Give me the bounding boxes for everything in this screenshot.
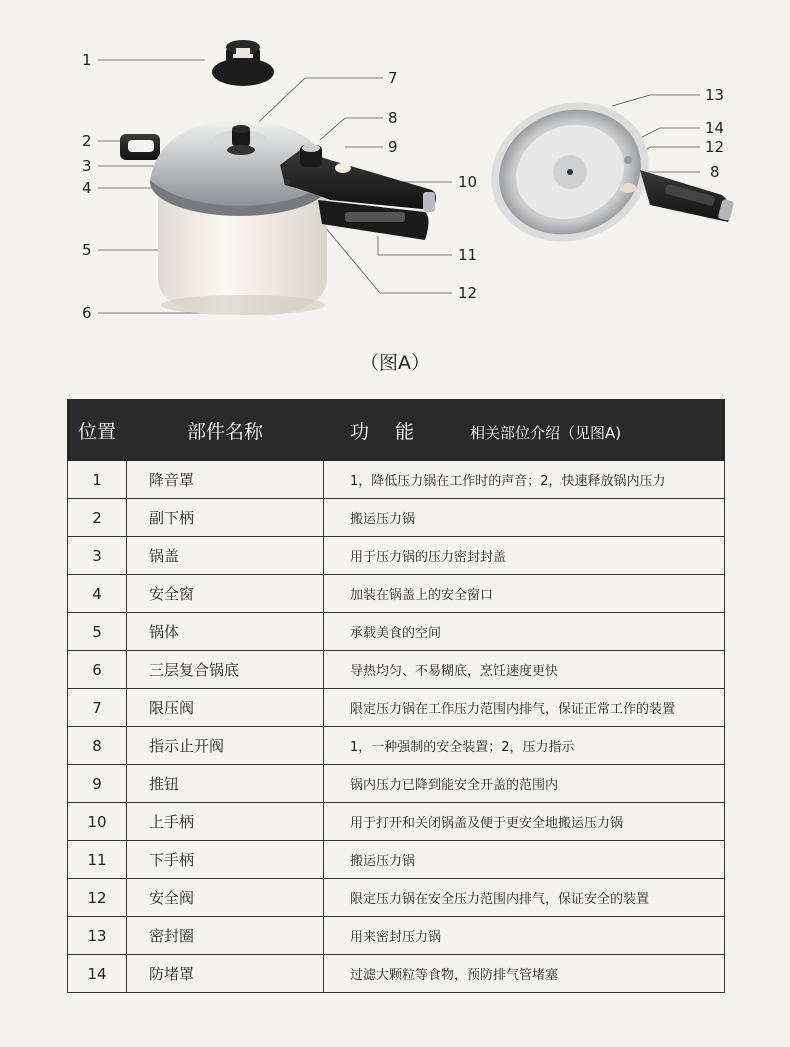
row-description: 过滤大颗粒等食物，预防排气管堵塞 (324, 955, 725, 993)
table-row (68, 575, 725, 613)
header-position: 位置 (68, 400, 127, 461)
row-part-name: 下手柄 (127, 841, 324, 879)
row-position: 8 (68, 727, 127, 765)
row-description: 承载美食的空间 (324, 613, 725, 651)
table-row (68, 765, 725, 803)
row-position: 11 (68, 841, 127, 879)
table-row (68, 803, 725, 841)
callout-12: 12 (458, 284, 478, 302)
header-intro-label: 相关部位介绍（见图A) (470, 423, 622, 442)
row-part-name: 推钮 (127, 765, 324, 803)
table-row (68, 461, 725, 499)
row-part-name: 锅盖 (127, 537, 324, 575)
callout-5: 5 (82, 241, 92, 259)
header-part-name: 部件名称 (127, 400, 324, 461)
row-position: 1 (68, 461, 127, 499)
noise-cover-part (212, 40, 274, 86)
table-row (68, 955, 725, 993)
row-position: 7 (68, 689, 127, 727)
row-part-name: 防堵罩 (127, 955, 324, 993)
header-function-label: 功能 (350, 420, 441, 443)
row-description: 用于打开和关闭锅盖及便于更安全地搬运压力锅 (324, 803, 725, 841)
row-description: 1，一种强制的安全装置；2，压力指示 (324, 727, 725, 765)
callout-10: 10 (458, 173, 478, 191)
row-part-name: 降音罩 (127, 461, 324, 499)
table-row (68, 537, 725, 575)
row-part-name: 限压阀 (127, 689, 324, 727)
row-position: 2 (68, 499, 127, 537)
parts-table (67, 399, 725, 993)
row-part-name: 指示止开阀 (127, 727, 324, 765)
callout-6: 6 (82, 304, 92, 322)
row-position: 12 (68, 879, 127, 917)
callout-2: 2 (82, 132, 92, 150)
callout-8-right: 8 (710, 163, 720, 181)
callout-4: 4 (82, 179, 92, 197)
row-part-name: 上手柄 (127, 803, 324, 841)
table-row (68, 613, 725, 651)
callout-7: 7 (388, 69, 398, 87)
row-position: 10 (68, 803, 127, 841)
row-description: 导热均匀、不易糊底，烹饪速度更快 (324, 651, 725, 689)
row-part-name: 副下柄 (127, 499, 324, 537)
table-row (68, 841, 725, 879)
row-description: 加装在锅盖上的安全窗口 (324, 575, 725, 613)
row-part-name: 锅体 (127, 613, 324, 651)
pressure-cooker-illustration (0, 0, 790, 340)
callout-12-right: 12 (705, 138, 725, 156)
table-row (68, 727, 725, 765)
figure-caption: （图A） (360, 352, 430, 374)
row-position: 13 (68, 917, 127, 955)
row-part-name: 密封圈 (127, 917, 324, 955)
table-header-row (68, 400, 725, 461)
table-row (68, 879, 725, 917)
row-position: 5 (68, 613, 127, 651)
callout-11: 11 (458, 246, 478, 264)
header-function (324, 400, 725, 461)
callout-13: 13 (705, 86, 725, 104)
row-description: 限定压力锅在工作压力范围内排气，保证正常工作的装置 (324, 689, 725, 727)
table-row (68, 499, 725, 537)
row-position: 4 (68, 575, 127, 613)
row-position: 6 (68, 651, 127, 689)
row-part-name: 安全阀 (127, 879, 324, 917)
row-part-name: 安全窗 (127, 575, 324, 613)
callout-14: 14 (705, 119, 725, 137)
product-diagram (0, 0, 790, 340)
table-body (68, 461, 725, 993)
row-description: 用来密封压力锅 (324, 917, 725, 955)
callout-8: 8 (388, 109, 398, 127)
callout-3: 3 (82, 157, 92, 175)
table-row (68, 651, 725, 689)
row-description: 搬运压力锅 (324, 499, 725, 537)
row-description: 锅内压力已降到能安全开盖的范围内 (324, 765, 725, 803)
row-position: 3 (68, 537, 127, 575)
row-description: 1，降低压力锅在工作时的声音；2，快速释放锅内压力 (324, 461, 725, 499)
callout-9: 9 (388, 138, 398, 156)
table-row (68, 689, 725, 727)
row-description: 搬运压力锅 (324, 841, 725, 879)
callout-1: 1 (82, 51, 92, 69)
row-part-name: 三层复合锅底 (127, 651, 324, 689)
row-description: 限定压力锅在安全压力范围内排气，保证安全的装置 (324, 879, 725, 917)
row-position: 14 (68, 955, 127, 993)
table-row (68, 917, 725, 955)
row-position: 9 (68, 765, 127, 803)
row-description: 用于压力锅的压力密封封盖 (324, 537, 725, 575)
